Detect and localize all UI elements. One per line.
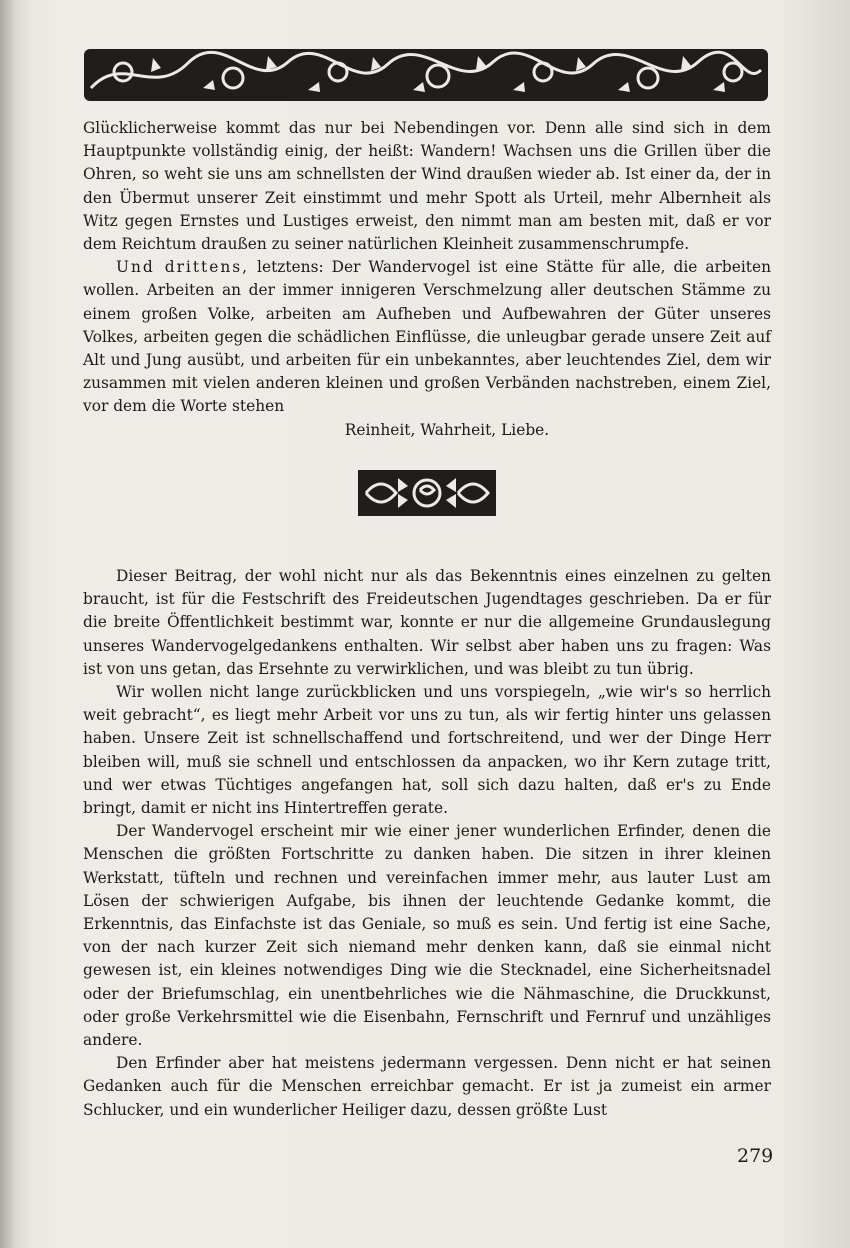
page-number: 279	[737, 1145, 774, 1167]
leaf-vignette-icon	[356, 466, 498, 520]
page-spine-shadow	[0, 0, 14, 1248]
paragraph: Dieser Beitrag, der wohl nicht nur als das Bekenntnis eines einzelnen zu gelten braucht, ist für die Festschrift des Freideutschen Jugendtages geschrieben. Da er für die breite Öffentlichkeit bestimmt war, konnte er nur die allgemeine Grundauslegung unseres Wandervogelgedankens enthalten. Wir selbst aber haben uns zu fragen: Was ist von uns getan, das Ersehnte zu verwirklichen, und was bleibt zu tun übrig.	[83, 567, 771, 678]
paragraph: Glücklicherweise kommt das nur bei Nebendingen vor. Denn alle sind sich in dem Hauptpunkte vollständig einig, der heißt: Wandern! Wachsen uns die Grillen über die Ohren, so weht sie uns am schnellsten der Wind draußen wieder ab. Ist einer da, der in den Übermut unserer Zeit einstimmt und mehr Spott als Urteil, mehr Albernheit als Witz gegen Ernstes und Lustiges erweist, den nimmt man am besten mit, daß er vor dem Reichtum draußen zu seiner natürlichen Kleinheit zusammenschrumpfe.	[83, 119, 771, 254]
motto-line: Reinheit, Wahrheit, Liebe.	[344, 420, 550, 439]
vine-ornament-band-icon	[83, 48, 769, 102]
paragraph-text: letztens: Der Wandervogel ist eine Stätte für alle, die arbeiten wollen. Arbeiten an der immer innigeren Verschmelzung aller deutschen Stämme zu einem großen Volke, arbeiten am Aufheben und Aufbewahren der Güter unseres Volkes, arbeiten gegen die schädlichen Einflüsse, die unleugbar gerade unsere Zeit auf Alt und Jung ausübt, und arbeiten für ein unbekanntes, aber leuchtendes Ziel, dem wir zusammen mit vielen anderen kleinen und großen Verbänden nachstreben, einem Ziel, vor dem die Worte stehen	[83, 258, 771, 416]
text-block-top	[83, 117, 771, 442]
paragraph: Den Erfinder aber hat meistens jedermann vergessen. Denn nicht er hat seinen Gedanken auch für die Menschen erreichbar gemacht. Er ist ja zumeist ein armer Schlucker, und ein wunderlicher Heiliger dazu, dessen größte Lust	[83, 1054, 771, 1119]
spaced-emphasis: Und drittens,	[116, 258, 250, 277]
paragraph	[83, 256, 771, 418]
text-block-bottom	[83, 565, 771, 1122]
paragraph: Der Wandervogel erscheint mir wie einer jener wunderlichen Erfinder, denen die Menschen die größten Fortschritte zu danken haben. Die sitzen in ihrer kleinen Werkstatt, tüfteln und rechnen und vereinfachen immer mehr, aus lauter Lust am Lösen der schwierigen Aufgabe, bis ihnen der leuchtende Gedanke kommt, die Erkenntnis, das Einfachste ist das Geniale, so muß es sein. Und fertig ist eine Sache, von der nach kurzer Zeit sich niemand mehr denken kann, daß sie einmal nicht gewesen ist, ein kleines notwendiges Ding wie die Stecknadel, eine Sicherheitsnadel oder der Briefumschlag, ein unentbehrliches wie die Nähmaschine, die Druckkunst, oder große Verkehrsmittel wie die Eisenbahn, Fernschrift und Fernruf und unzähliges andere.	[83, 822, 771, 1050]
paragraph: Wir wollen nicht lange zurückblicken und uns vorspiegeln, „wie wir's so herrlich weit gebracht“, es liegt mehr Arbeit vor uns zu tun, als wir fertig hinter uns gelassen haben. Unsere Zeit ist schnellschaffend und fortschreitend, und wer der Dinge Herr bleiben will, muß sie schnell und entschlossen da anpacken, wo ihr Kern zutage tritt, und wer etwas Tüchtiges angefangen hat, soll sich dazu halten, daß er's zu Ende bringt, damit er nicht ins Hintertreffen gerate.	[83, 683, 771, 818]
